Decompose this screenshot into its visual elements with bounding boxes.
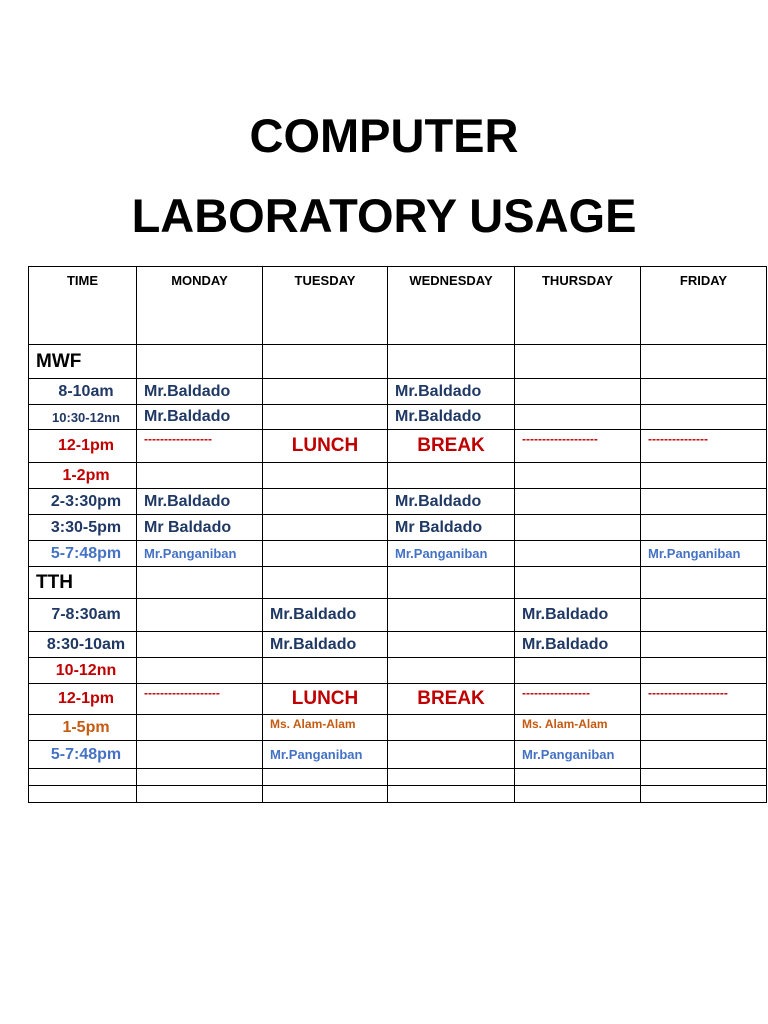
table-row [29,599,767,632]
cell-tuesday: LUNCH [263,684,388,715]
table-row [29,632,767,658]
cell-tuesday: Mr.Baldado [263,632,388,658]
header-thursday: THURSDAY [515,267,641,345]
time-cell: 10:30-12nn [29,405,137,430]
table-row [29,489,767,515]
header-friday: FRIDAY [641,267,767,345]
cell-tuesday: LUNCH [263,430,388,463]
cell-monday: ------------------- [137,684,263,715]
cell-thursday: Ms. Alam-Alam [515,715,641,741]
cell-thursday: Mr.Baldado [515,599,641,632]
cell-monday: Mr.Baldado [137,489,263,515]
cell-monday: Mr.Baldado [137,379,263,405]
cell-wednesday: Mr.Baldado [388,379,515,405]
time-cell: 12-1pm [29,684,137,715]
time-cell: 10-12nn [29,658,137,684]
cell-tuesday: Mr.Panganiban [263,741,388,769]
time-cell: 7-8:30am [29,599,137,632]
table-row [29,541,767,567]
header-time: TIME [29,267,137,345]
cell-tuesday: Mr.Baldado [263,599,388,632]
time-cell: 8:30-10am [29,632,137,658]
time-cell: 5-7:48pm [29,541,137,567]
table-row [29,345,767,379]
time-cell: 1-5pm [29,715,137,741]
table-row [29,658,767,684]
cell-wednesday: Mr.Baldado [388,405,515,430]
cell-monday: ----------------- [137,430,263,463]
cell-wednesday: BREAK [388,684,515,715]
table-row [29,741,767,769]
cell-wednesday: Mr Baldado [388,515,515,541]
cell-wednesday: Mr.Baldado [388,489,515,515]
cell-friday: Mr.Panganiban [641,541,767,567]
header-row [29,267,767,345]
section-label-tth: TTH [29,567,137,599]
time-cell: 1-2pm [29,463,137,489]
cell-tuesday: Ms. Alam-Alam [263,715,388,741]
table-row [29,786,767,803]
table-row [29,515,767,541]
cell-wednesday: BREAK [388,430,515,463]
table-row [29,405,767,430]
table-row [29,715,767,741]
schedule-table [28,266,767,803]
cell-thursday: ----------------- [515,684,641,715]
table-row [29,684,767,715]
table-row [29,769,767,786]
page-title-line2: LABORATORY USAGE [131,189,637,242]
table-row [29,567,767,599]
cell-monday: Mr.Baldado [137,405,263,430]
cell-monday: Mr Baldado [137,515,263,541]
header-monday: MONDAY [137,267,263,345]
time-cell: 2-3:30pm [29,489,137,515]
table-row [29,379,767,405]
time-cell: 3:30-5pm [29,515,137,541]
time-cell: 5-7:48pm [29,741,137,769]
section-label-mwf: MWF [29,345,137,379]
time-cell: 8-10am [29,379,137,405]
cell-friday: --------------- [641,430,767,463]
cell-thursday: Mr.Baldado [515,632,641,658]
cell-friday: -------------------- [641,684,767,715]
cell-thursday: ------------------- [515,430,641,463]
header-wednesday: WEDNESDAY [388,267,515,345]
cell-monday: Mr.Panganiban [137,541,263,567]
table-row [29,430,767,463]
cell-wednesday: Mr.Panganiban [388,541,515,567]
cell-thursday: Mr.Panganiban [515,741,641,769]
header-tuesday: TUESDAY [263,267,388,345]
time-cell: 12-1pm [29,430,137,463]
page-title-line1: COMPUTER [249,109,519,162]
table-row [29,463,767,489]
